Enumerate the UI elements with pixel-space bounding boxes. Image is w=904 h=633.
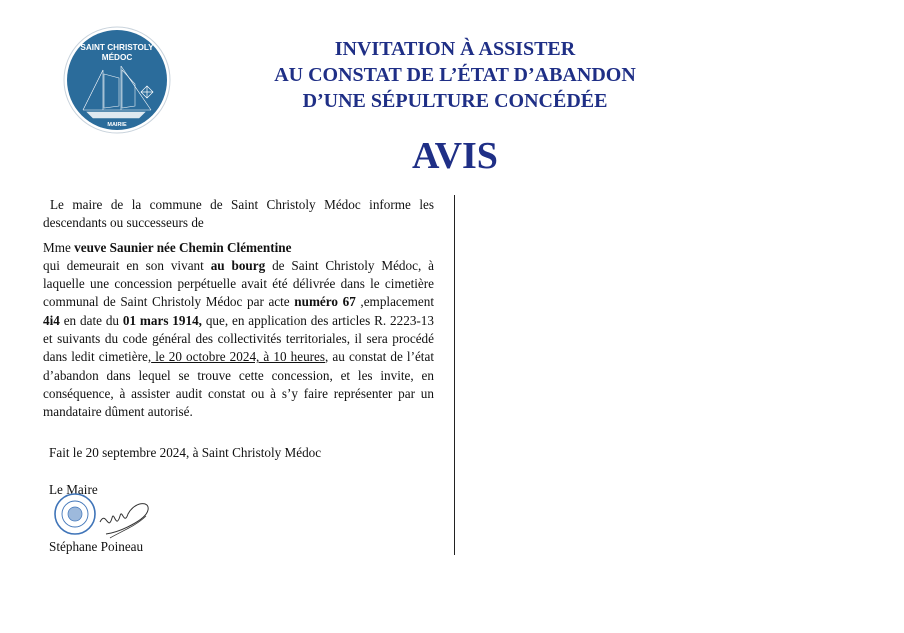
- name-prefix: Mme: [43, 239, 75, 255]
- notice-heading: AVIS: [412, 135, 498, 177]
- notice-intro: Le maire de la commune de Saint Christoly Médoc informe les descendants ou successeurs de: [43, 197, 434, 231]
- column-divider: [454, 195, 455, 555]
- title-line-1: INVITATION À ASSISTER: [334, 38, 576, 60]
- notice-body: [43, 196, 434, 422]
- deceased-name: veuve Saunier née Chemin Clémentine: [74, 239, 292, 255]
- saint-christoly-medoc-logo: [63, 26, 171, 134]
- document-title: [200, 36, 710, 114]
- text-part: ,emplacement: [355, 294, 435, 310]
- signatory-role: Le Maire: [49, 482, 98, 497]
- text-part: en date du: [59, 312, 123, 328]
- signature-date: Fait le 20 septembre 2024, à Saint Christoly Médoc: [49, 445, 322, 460]
- notice-paragraph: [43, 257, 434, 422]
- text-part: de Saint Christoly Médoc, à laquelle une concession perpétuelle avait été délivrée dans le cimetière communal de Saint Christoly Médoc par acte: [43, 257, 434, 310]
- deceased-name-line: [43, 239, 434, 257]
- inspection-date: le 20 octobre 2024, à 10 heures: [151, 349, 326, 365]
- plot-location: 4i4: [43, 312, 60, 328]
- text-part: que, en application des articles R. 2223-13 et suivants du code général des collectivités territoriales, il sera procédé dans ledit cimetière,: [43, 312, 434, 365]
- title-line-2: AU CONSTAT DE L’ÉTAT D’ABANDON: [274, 64, 636, 86]
- text-part: qui demeurait en son vivant: [43, 257, 211, 273]
- logo-line1: SAINT CHRISTOLY: [80, 43, 154, 52]
- act-date: 01 mars 1914,: [122, 312, 202, 328]
- residence: au bourg: [210, 257, 266, 273]
- logo-line2: MÉDOC: [101, 53, 133, 62]
- text-part: , au constat de l’état d’abandon dans lequel se trouve cette concession, et les invite, en conséquence, à assister audit constat ou à s’y faire représenter par un mandataire dûment autorisé.: [43, 349, 434, 420]
- title-line-3: D’UNE SÉPULTURE CONCÉDÉE: [302, 90, 608, 112]
- signatory-name: Stéphane Poineau: [49, 539, 144, 554]
- logo-caption: MAIRIE: [107, 122, 127, 128]
- act-number: numéro 67: [294, 294, 356, 310]
